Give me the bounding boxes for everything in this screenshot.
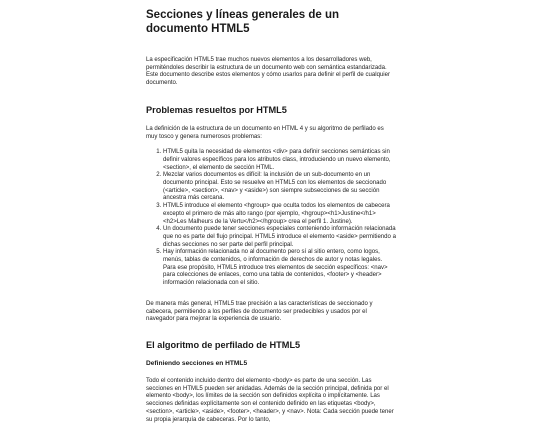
problems-list	[146, 149, 396, 288]
closing-paragraph: De manera más general, HTML5 trae precisión a las características de seccionado y cabecera, permitiendo a los perfiles de documento ser predecibles y usados por el navegador para mejorar la experiencia de usuario.	[146, 300, 373, 323]
intro-paragraph: La especificación HTML5 trae muchos nuevos elementos a los desarrolladores web, permiténdoles describir la estructura de un documento web con semántica estandarizada. Este documento describe estos elementos y cómo usarlos para definir el perfil de cualquier documento.	[146, 57, 391, 87]
list-item: 1. HTML5 quita la necesidad de elementos <div> para definir secciones semánticas sin definir valores específicos para los atributos class, introduciendo un nuevo elemento, <section>, el elemento de sección HTML.	[163, 149, 396, 172]
list-item: 4. Un documento puede tener secciones especiales conteniendo información relacionada que no es parte del flujo principal. HTML5 introduce el elemento <aside> permitiendo a dichas secciones no ser parte del perfil principal.	[163, 226, 396, 249]
page-title: Secciones y líneas generales de un documento HTML5	[146, 9, 340, 35]
list-item: 3. HTML5 introduce el elemento <hgroup> que oculta todos los elementos de cabecera excepto el primero de más alto rango (por ejemplo, <hgroup><h1>Justine</h1><h2>Les Malheurs de la Vertu</h2></hgroup> crea el perfil 1. Justine).	[163, 203, 396, 226]
list-item: 5. Hay información relacionada no al documento pero sí al sitio entero, como logos, menús, tablas de contenidos, o información de derechos de autor y notas legales. Para ese propósito, HTML5 introduce tres elementos de sección específicos: <nav> para colecciones de enlaces, como una tabla de contenidos, <footer> y <header> información relacionada con el sitio.	[163, 249, 396, 288]
article-content	[146, 0, 396, 424]
section-heading-algorithm: El algoritmo de perfilado de HTML5	[146, 339, 301, 350]
problems-paragraph: La definición de la estructura de un documento en HTML 4 y su algoritmo de perfilado es muy tosco y genera numerosos problemas:	[146, 125, 384, 140]
section-heading-problems: Problemas resueltos por HTML5	[146, 104, 287, 115]
defining-paragraph: Todo el contenido incluido dentro del elemento <body> es parte de una sección. Las secciones en HTML5 pueden ser anidadas. Además de la sección principal, definida por el elemento <body>, los límites de la sección son definidos explícita o implícitamente. Las secciones definidas explícitamente son el contenido definido en las etiquetas <body>, <section>, <article>, <aside>, <footer>, <header>, y <nav>. Nota: Cada sección puede tener su propia jerarquía de cabeceras. Por lo tanto,	[146, 377, 394, 423]
list-item: 2. Mezclar varios documentos es difícil: la inclusión de un sub-documento en un documento principal. Esto se resuelve en HTML5 con los elementos de seccionado (<article>, <section>, <nav> y <aside>) son siempre subsecciones de su sección ancestra más cercana.	[163, 172, 396, 203]
subsection-heading-defining: Definiendo secciones en HTML5	[146, 359, 248, 367]
